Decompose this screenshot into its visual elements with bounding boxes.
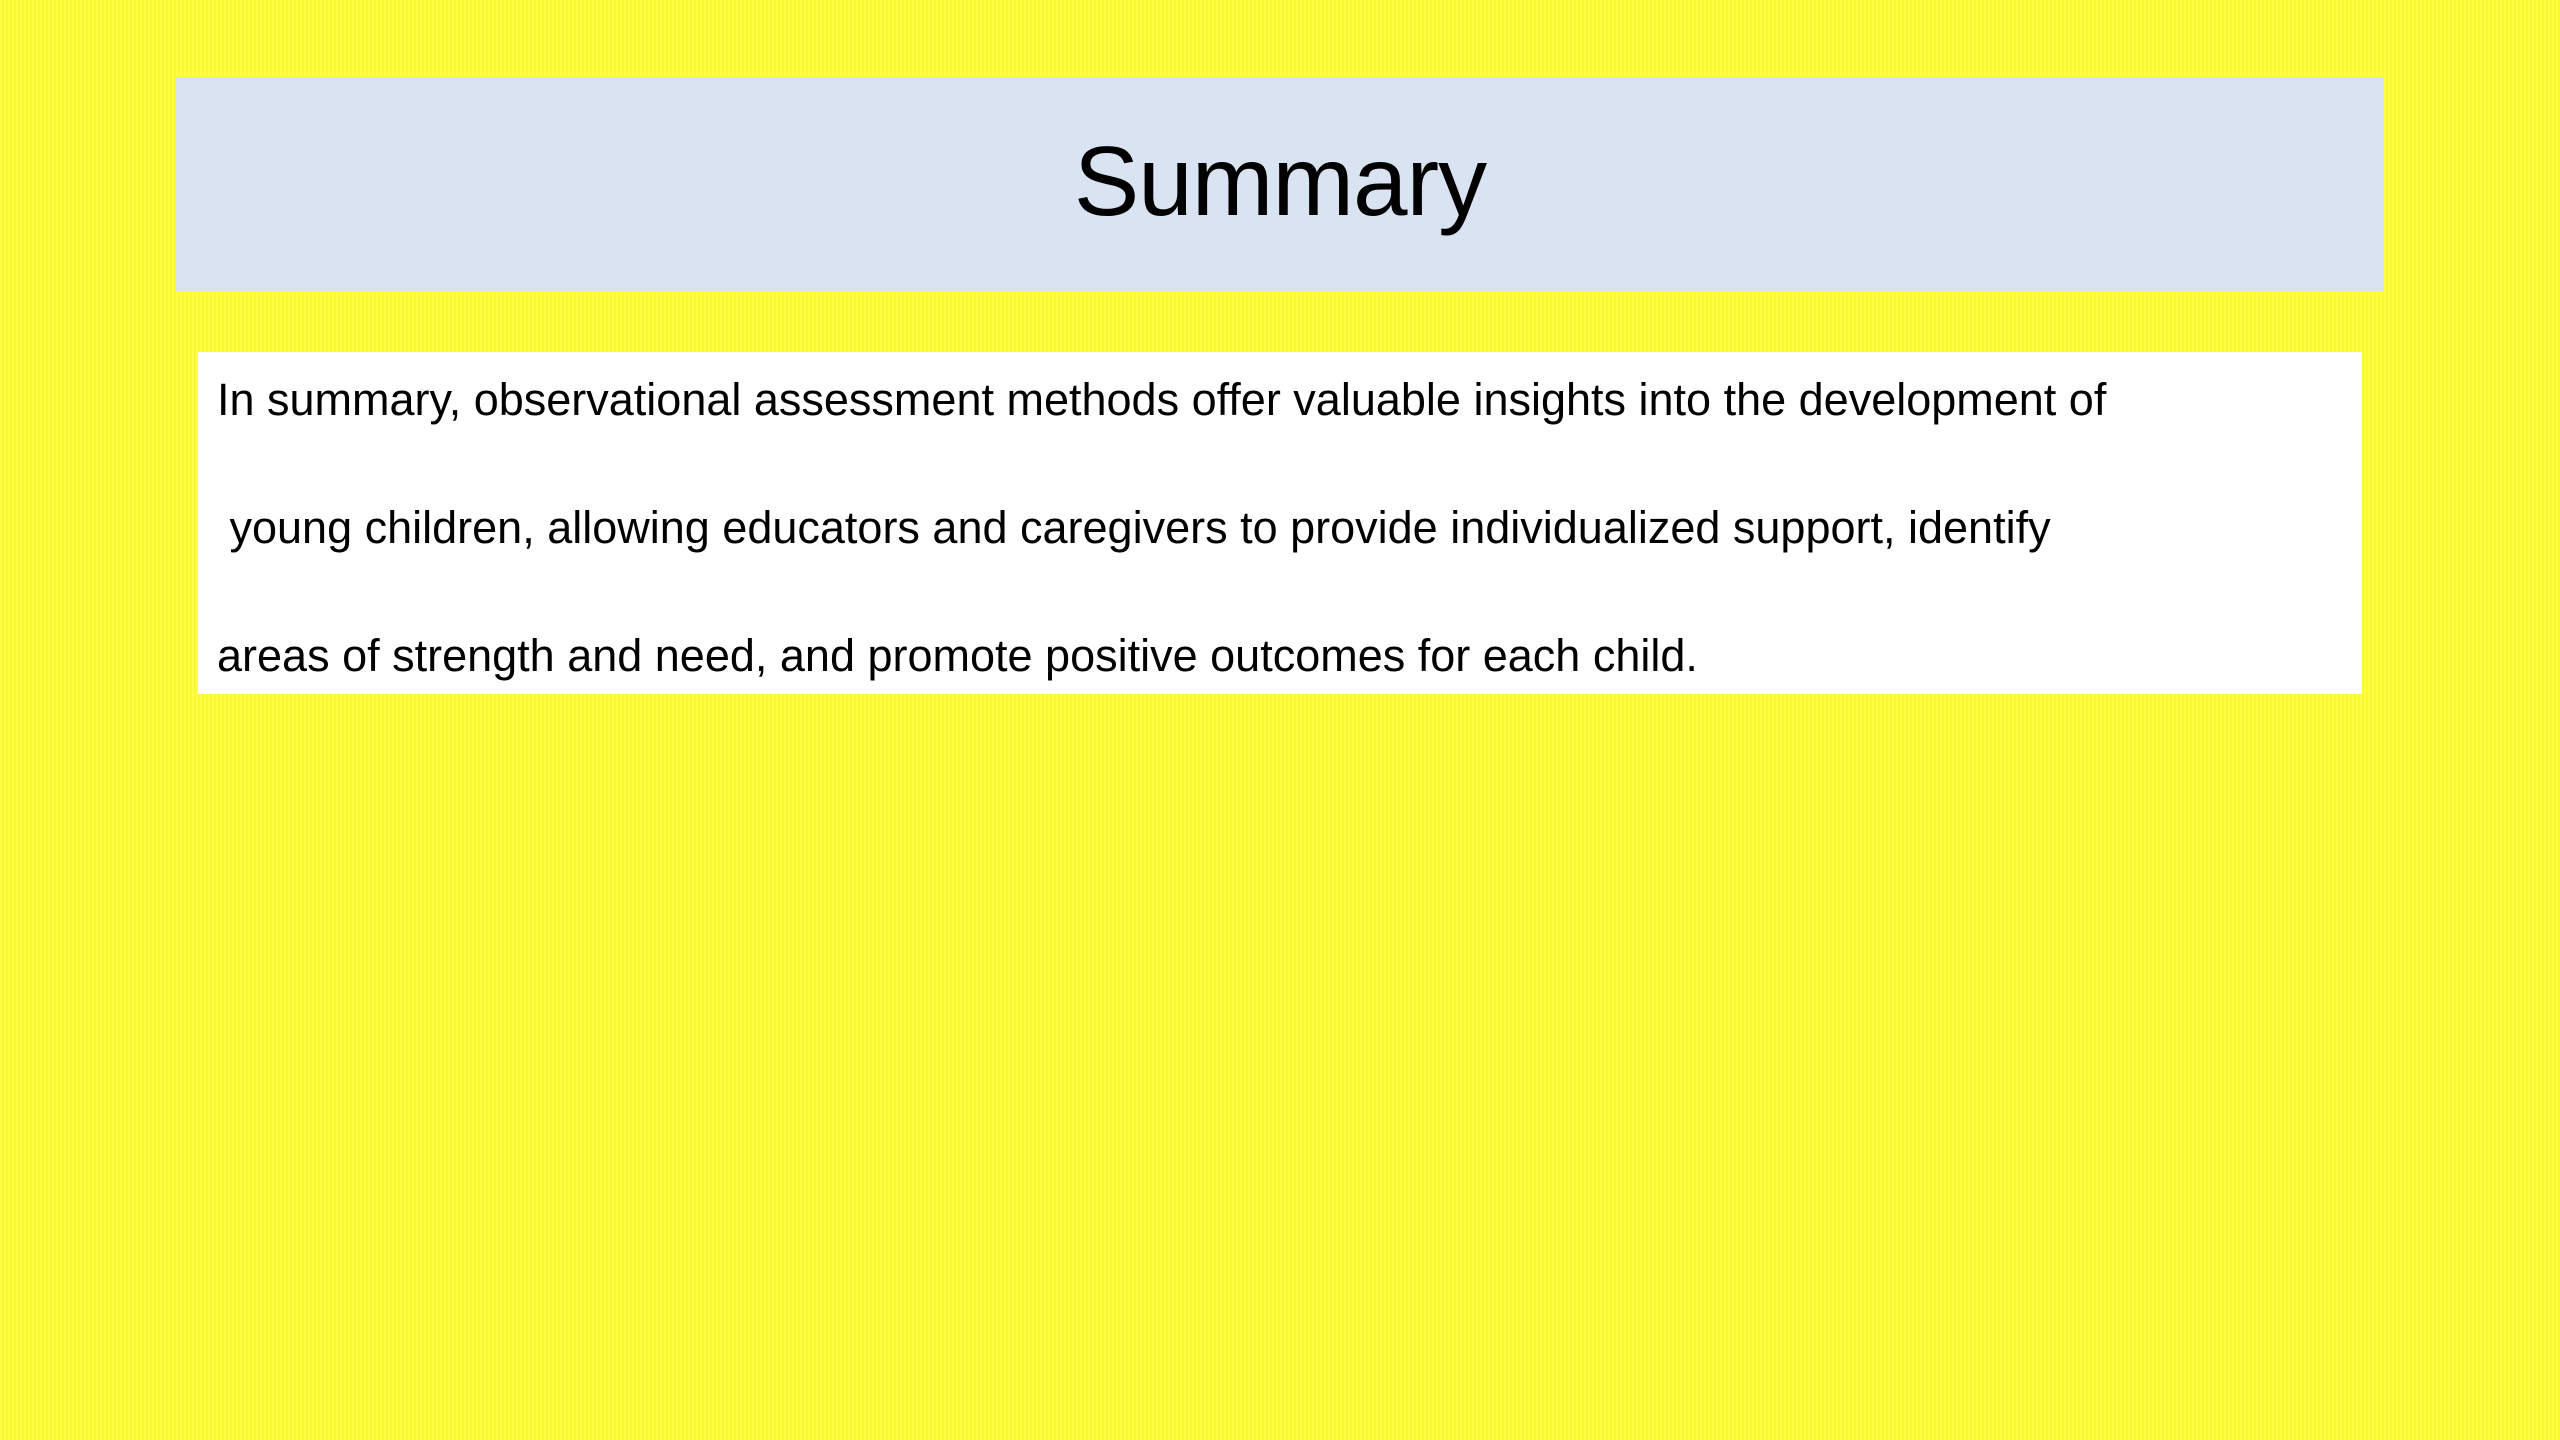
slide-title: Summary: [1073, 126, 1487, 236]
summary-line-1: In summary, observational assessment methods offer valuable insights into the development of: [217, 374, 2107, 425]
summary-text-box: [198, 352, 2362, 694]
summary-line-2: young children, allowing educators and caregivers to provide individualized support, identify: [217, 502, 2051, 553]
summary-line-3: areas of strength and need, and promote positive outcomes for each child.: [217, 630, 1698, 681]
title-bar: [176, 77, 2384, 291]
